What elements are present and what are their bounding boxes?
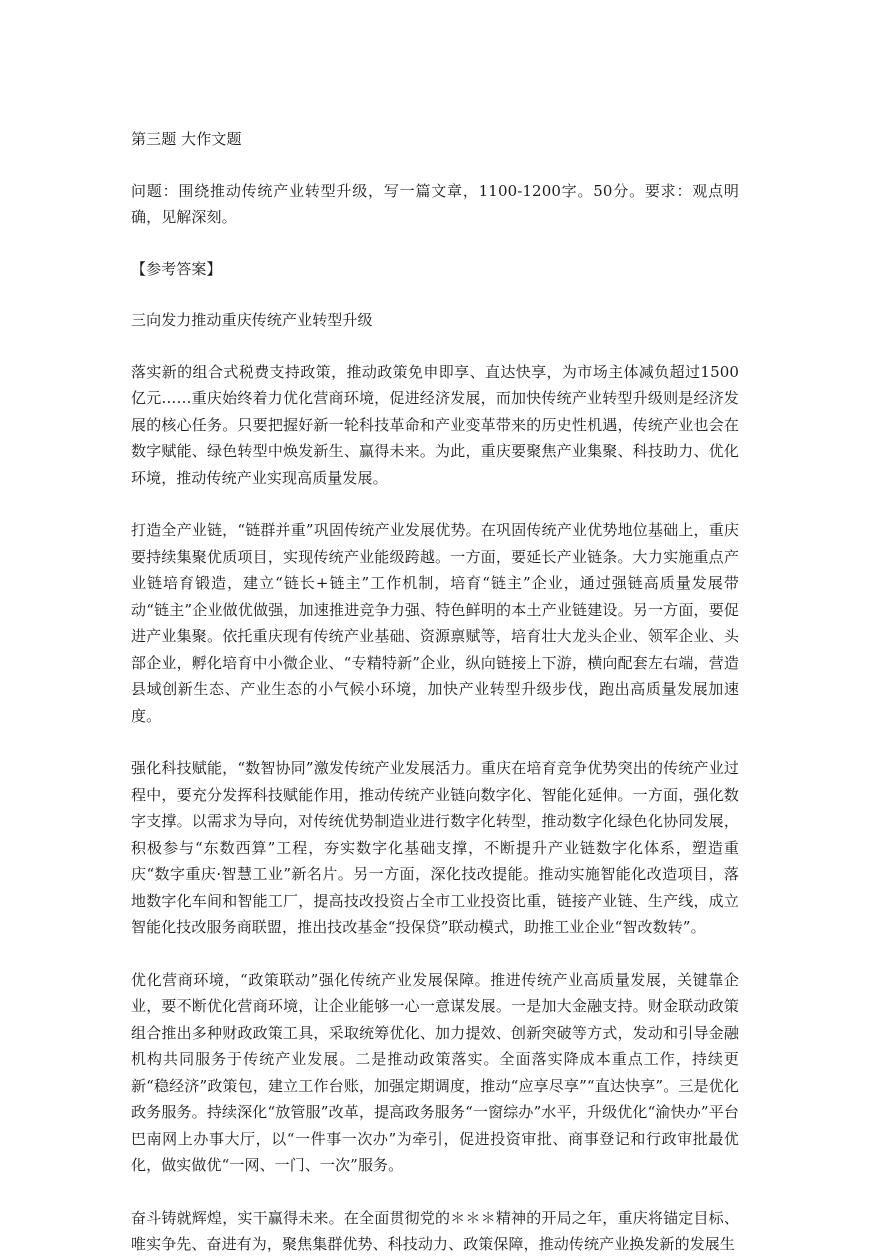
paragraph-intro: 落实新的组合式税费支持政策，推动政策免申即享、直达快享，为市场主体减负超过1500亿元……重庆始终着力优化营商环境，促进经济发展，而加快传统产业转型升级则是经济发展的核心任务。只要把握好新一轮科技革命和产业变革带来的历史性机遇，传统产业也会在数字赋能、绿色转型中焕发新生、赢得未来。为此，重庆要聚焦产业集聚、科技助力、优化环境，推动传统产业实现高质量发展。	[131, 362, 739, 487]
document-page	[131, 126, 739, 1258]
section-title: 第三题 大作文题	[131, 130, 242, 148]
paragraph-business-environment: 优化营商环境，“政策联动”强化传统产业发展保障。推进传统产业高质量发展，关键靠企业，要不断优化营商环境，让企业能够一心一意谋发展。一是加大金融支持。财金联动政策组合推出多种财政政策工具，采取统筹优化、加力提效、创新突破等方式，发动和引导金融机构共同服务于传统产业发展。二是推动政策落实。全面落实降成本重点工作，持续更新“稳经济”政策包，建立工作台账，加强定期调度，推动“应享尽享”“直达快享”。三是优化政务服务。持续深化“放管服”改革，提高政务服务“一窗综办”水平，升级优化“渝快办”平台巴南网上办事大厅，以“一件事一次办”为牵引，促进投资审批、商事登记和行政审批最优化，做实做优“一网、一门、一次”服务。	[131, 970, 739, 1174]
answer-label: 【参考答案】	[131, 259, 222, 278]
spacer	[131, 153, 739, 178]
paragraph-conclusion: 奋斗铸就辉煌，实干赢得未来。在全面贯彻党的＊＊＊精神的开局之年，重庆将锚定目标、唯实争先、奋进有为，聚焦集群优势、科技动力、政策保障，推动传统产业换发新的发展生	[131, 1208, 739, 1253]
spacer	[131, 334, 739, 359]
essay-title: 三向发力推动重庆传统产业转型升级	[131, 311, 373, 329]
question-text: 问题：围绕推动传统产业转型升级，写一篇文章，1100-1200字。50分。要求：观点明确，见解深刻。	[131, 181, 739, 226]
spacer	[131, 941, 739, 967]
spacer	[131, 491, 739, 517]
spacer	[131, 282, 739, 307]
spacer	[131, 729, 739, 755]
paragraph-industry-chain: 打造全产业链，“链群并重”巩固传统产业发展优势。在巩固传统产业优势地位基础上，重庆要持续集聚优质项目，实现传统产业能级跨越。一方面，要延长产业链条。大力实施重点产业链培育锻造，建立“链长+链主”工作机制，培育“链主”企业，通过强链高质量发展带动“链主”企业做优做强，加速推进竞争力强、特色鲜明的本土产业链建设。另一方面，要促进产业集聚。依托重庆现有传统产业基础、资源禀赋等，培育壮大龙头企业、领军企业、头部企业，孵化培育中小微企业、“专精特新”企业，纵向链接上下游，横向配套左右端，营造县域创新生态、产业生态的小气候小环境，加快产业转型升级步伐，跑出高质量发展加速度。	[131, 521, 739, 725]
spacer	[131, 231, 739, 256]
paragraph-technology: 强化科技赋能，“数智协同”激发传统产业发展活力。重庆在培育竞争优势突出的传统产业过程中，要充分发挥科技赋能作用，推动传统产业链向数字化、智能化延伸。一方面，强化数字支撑。以需求为导向，对传统优势制造业进行数字化转型，推动数字化绿色化协同发展，积极参与“东数西算”工程，夯实数字化基础支撑，不断提升产业链数字化体系，塑造重庆“数字重庆·智慧工业”新名片。另一方面，深化技改提能。推动实施智能化改造项目，落地数字化车间和智能工厂，提高技改投资占全市工业投资比重，链接产业链、生产线，成立智能化技改服务商联盟，推出技改基金“投保贷”联动模式，助推工业企业“智改数转”。	[131, 759, 739, 936]
spacer	[131, 1179, 739, 1205]
